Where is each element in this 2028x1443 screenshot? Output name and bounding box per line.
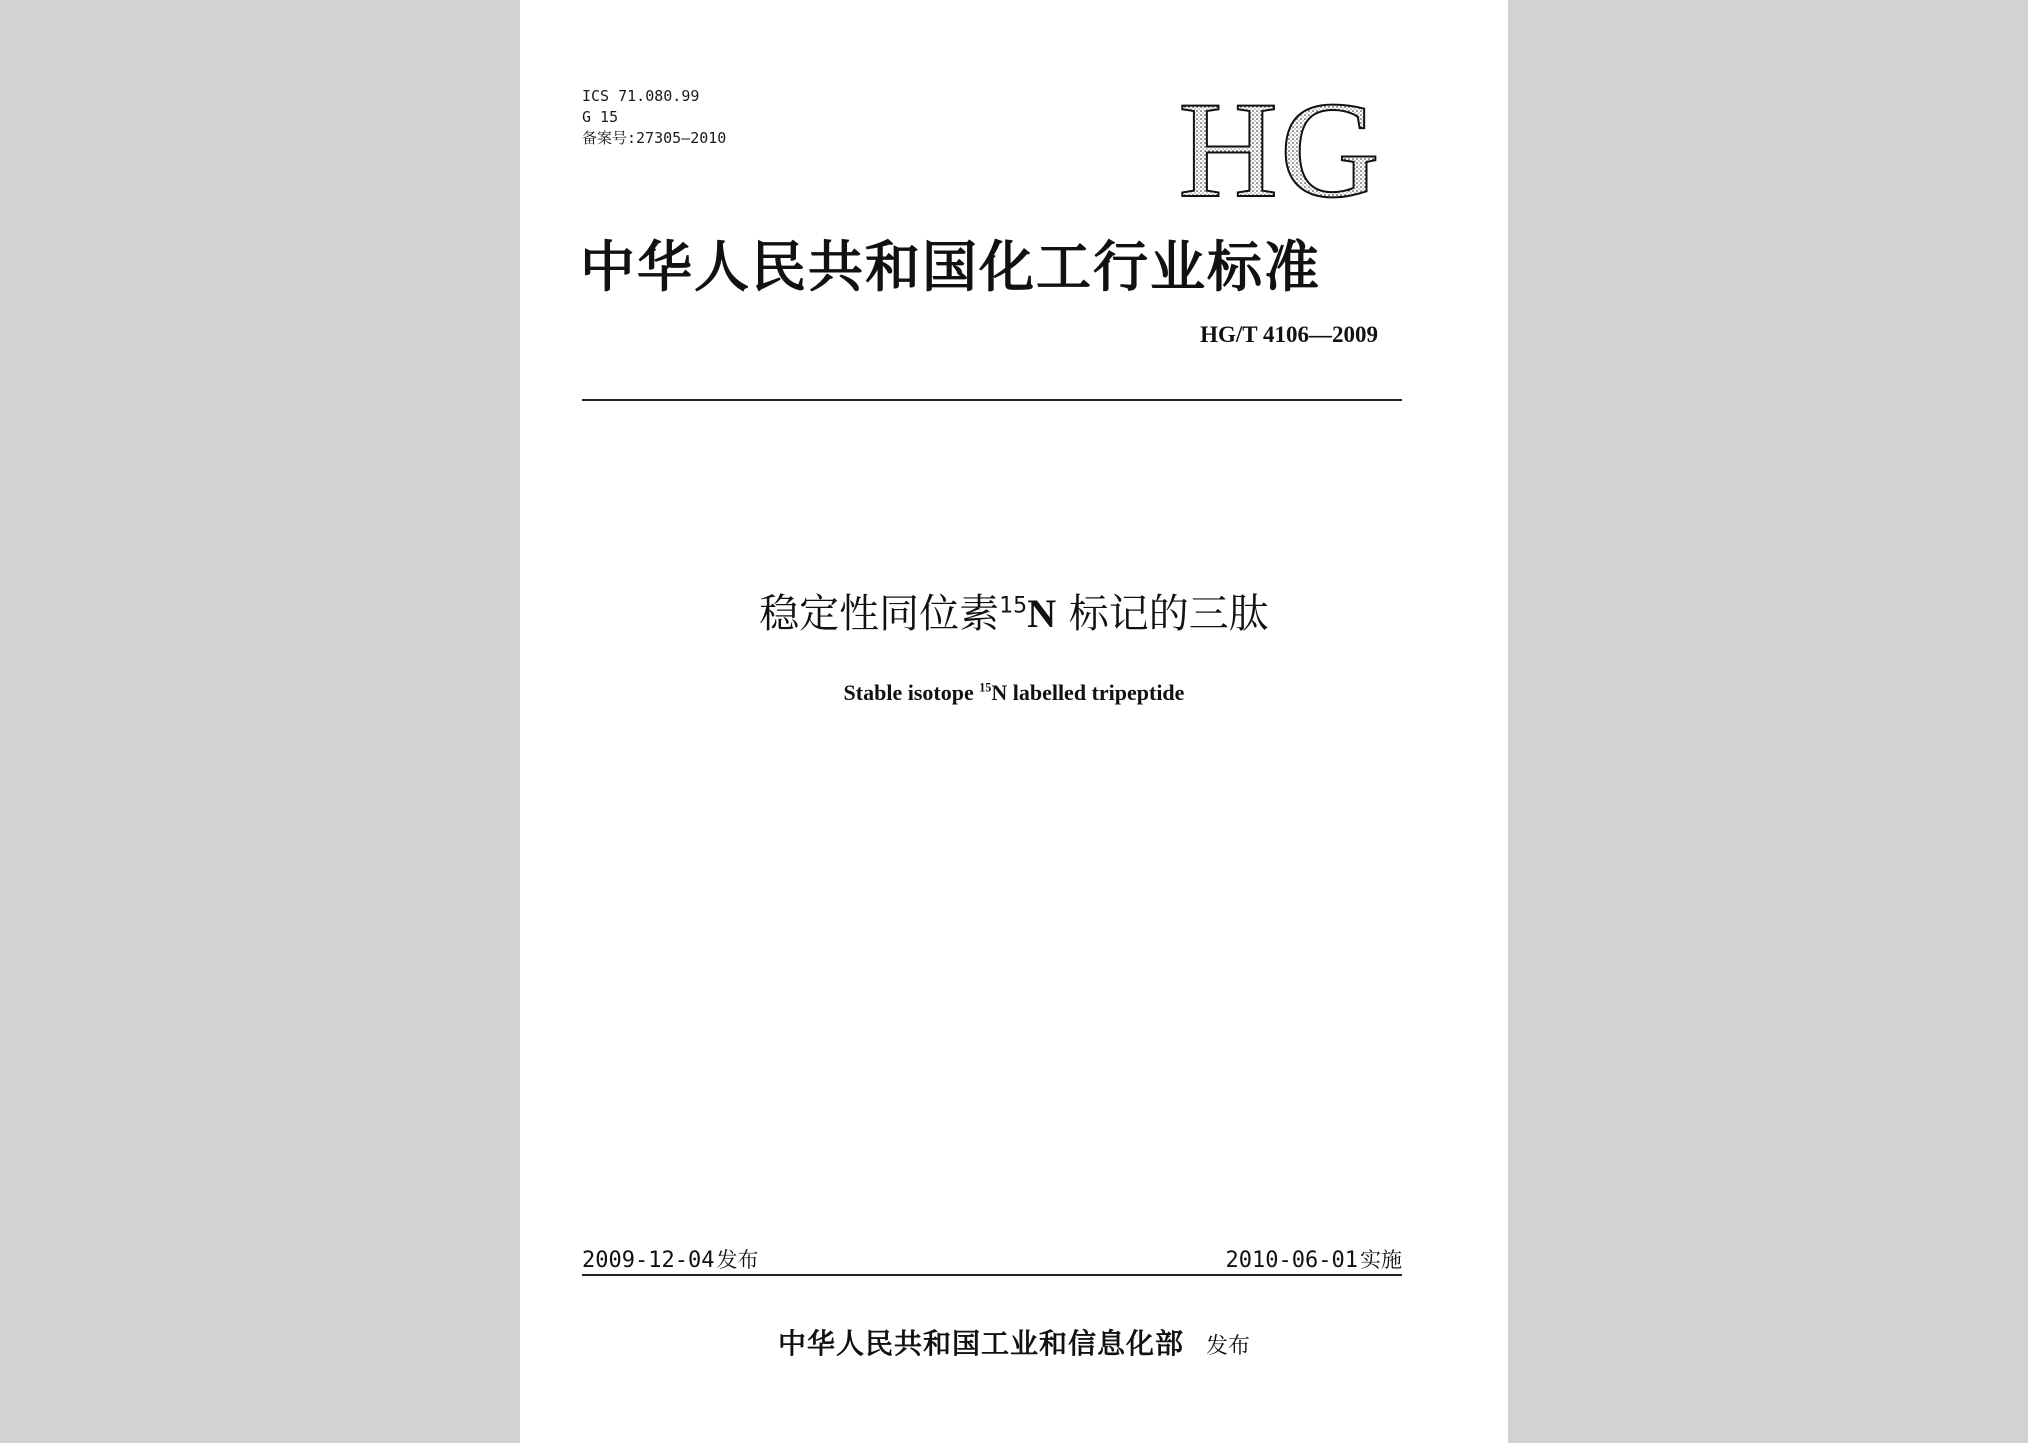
bottom-divider — [582, 1274, 1402, 1276]
implementation-date-group — [1226, 1244, 1402, 1274]
publisher-line — [520, 1322, 1508, 1362]
standard-category-title: 中华人民共和国化工行业标准 — [580, 235, 1322, 299]
issue-date: 2009-12-04 — [582, 1248, 715, 1273]
publisher-name: 中华人民共和国工业和信息化部 — [777, 1327, 1184, 1360]
title-en-part1: Stable isotope — [843, 680, 980, 705]
issue-label: 发布 — [716, 1248, 759, 1272]
title-en-superscript: 15 — [979, 680, 992, 695]
title-cn-element: N — [1027, 591, 1057, 636]
title-cn-part1: 稳定性同位素 — [759, 591, 1000, 637]
ics-code: ICS 71.080.99 — [582, 87, 700, 105]
ccs-code: G 15 — [582, 108, 619, 126]
document-page — [520, 0, 1508, 1443]
implementation-date: 2010-06-01 — [1225, 1248, 1358, 1273]
top-divider — [582, 399, 1402, 401]
issue-date-group — [582, 1244, 758, 1274]
publisher-label: 发布 — [1206, 1334, 1251, 1359]
hg-logo-text: HG — [1178, 74, 1382, 224]
standard-number: HG/T 4106—2009 — [1200, 322, 1378, 347]
record-number: 备案号:27305—2010 — [582, 129, 727, 147]
hg-logo — [1160, 74, 1400, 224]
title-cn-superscript: 15 — [999, 593, 1028, 619]
title-cn-part2: 标记的三肽 — [1056, 591, 1269, 637]
title-en-part2: N labelled tripeptide — [991, 680, 1185, 705]
document-title-chinese — [520, 582, 1508, 639]
document-title-english — [520, 680, 1508, 706]
implementation-label: 实施 — [1360, 1248, 1402, 1272]
classification-block — [582, 86, 726, 149]
